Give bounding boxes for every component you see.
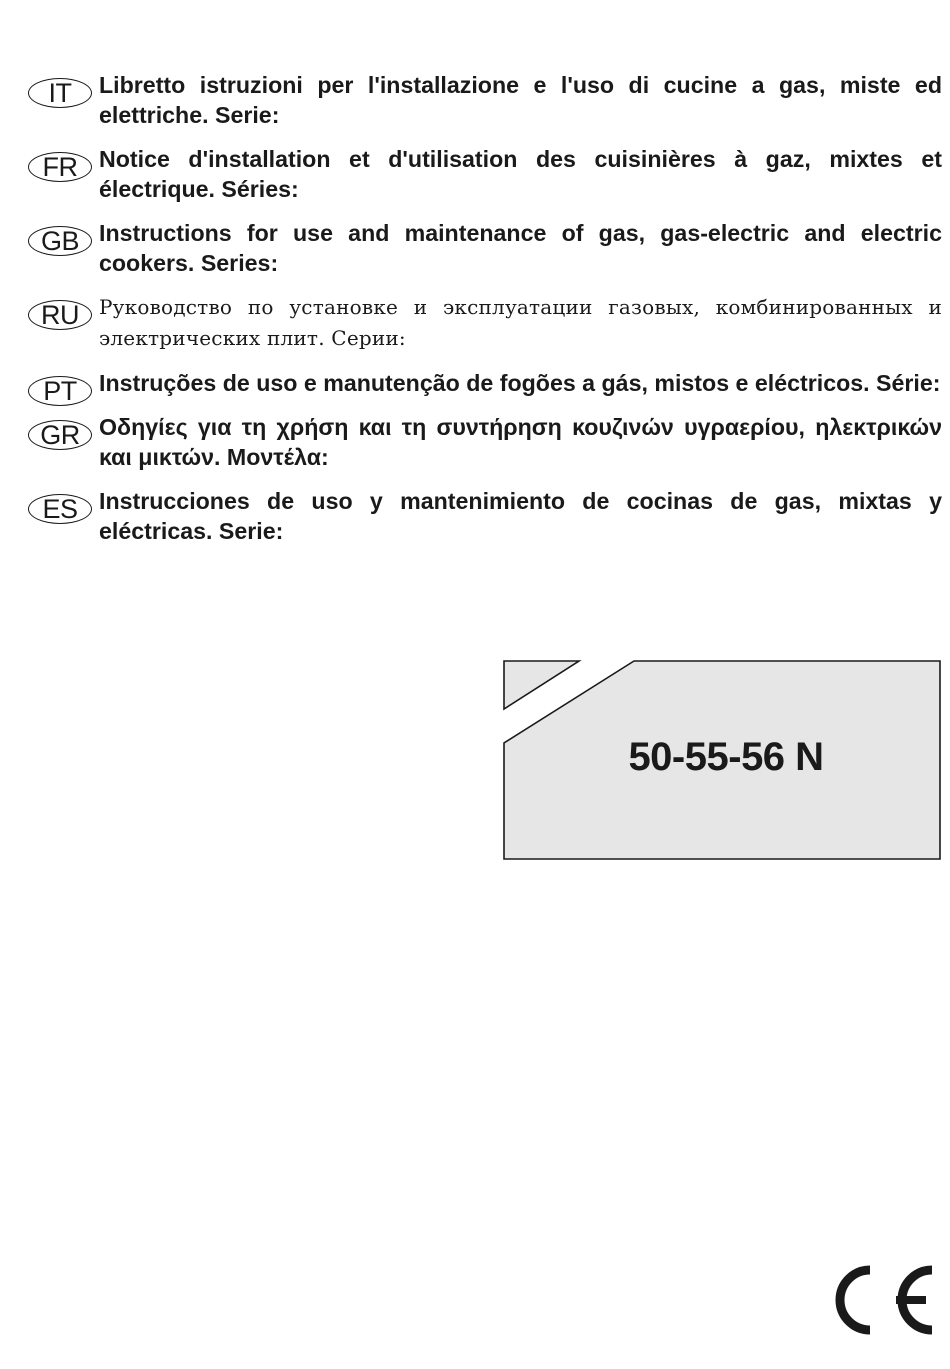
language-badge-it: IT	[28, 78, 92, 108]
language-text-ru: Руководство по установке и эксплуатации газовых, комбинированных и электрических плит. Серии:	[99, 295, 942, 350]
language-badge-gr: GR	[28, 420, 92, 450]
language-entry-it	[28, 70, 942, 130]
language-text-gb: Instructions for use and maintenance of gas, gas-electric and electric cookers. Series:	[99, 220, 942, 276]
language-text-gr: Οδηγίες για τη χρήση και τη συντήρηση κουζινών υγραερίου, ηλεκτρικών και μικτών. Μοντέλα:	[99, 414, 942, 470]
language-badge-ru: RU	[28, 300, 92, 330]
language-text-pt: Instruções de uso e manutenção de fogões a gás, mistos e eléctricos. Série:	[99, 370, 941, 396]
language-entry-pt	[28, 368, 942, 406]
language-entry-ru	[28, 292, 942, 354]
ce-mark-icon	[828, 1264, 936, 1336]
model-box-corner	[504, 661, 579, 709]
language-badge-fr: FR	[28, 152, 92, 182]
language-text-es: Instrucciones de uso y mantenimiento de cocinas de gas, mixtas y eléctricas. Serie:	[99, 488, 942, 544]
model-number: 50-55-56 N	[628, 735, 824, 779]
language-entry-fr	[28, 144, 942, 204]
language-entry-es	[28, 486, 942, 546]
model-series-box	[503, 660, 941, 860]
language-list	[28, 70, 942, 560]
language-text-fr: Notice d'installation et d'utilisation des cuisinières à gaz, mixtes et électrique. Séries:	[99, 146, 942, 202]
language-entry-gr	[28, 412, 942, 472]
ce-mark-c	[840, 1270, 870, 1330]
language-badge-es: ES	[28, 494, 92, 524]
language-entry-gb	[28, 218, 942, 278]
language-text-it: Libretto istruzioni per l'installazione e l'uso di cucine a gas, miste ed elettriche. Serie:	[99, 72, 942, 128]
language-badge-gb: GB	[28, 226, 92, 256]
language-badge-pt: PT	[28, 376, 92, 406]
